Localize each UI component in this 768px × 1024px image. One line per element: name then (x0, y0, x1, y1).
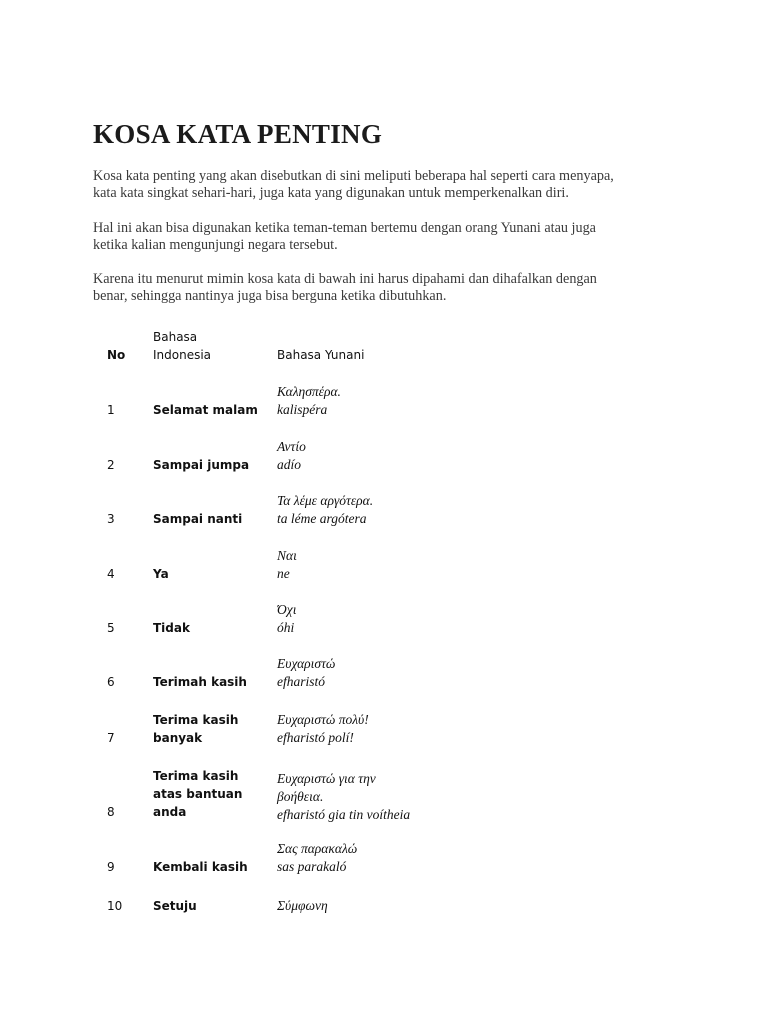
greek-term (277, 547, 457, 583)
row-number: 2 (107, 458, 115, 472)
greek-term (277, 655, 457, 691)
greek-term-line: efharistó gia tin voítheia (277, 807, 411, 822)
greek-term (277, 770, 457, 824)
indonesian-term-line: Sampai nanti (153, 512, 243, 526)
indonesian-term (153, 401, 263, 419)
greek-term-line: Σας παρακαλώ (277, 841, 358, 856)
greek-term-line: efharistó polí! (277, 730, 354, 745)
row-number: 4 (107, 567, 115, 581)
indonesian-term-line: Selamat malam (153, 403, 258, 417)
greek-term-line: ne (277, 566, 290, 581)
row-number: 3 (107, 512, 115, 526)
indonesian-term-line: Terima kasih (153, 769, 239, 783)
indonesian-term (153, 767, 263, 821)
greek-term-line: Τα λέμε αργότερα. (277, 493, 374, 508)
row-number: 5 (107, 621, 115, 635)
row-number: 6 (107, 675, 115, 689)
greek-term-line: Καλησπέρα. (277, 384, 341, 399)
greek-term-line: adío (277, 457, 302, 472)
greek-term (277, 492, 457, 528)
indonesian-term-line: banyak (153, 731, 203, 745)
header-bahasa-yunani: Bahasa Yunani (277, 348, 365, 362)
indonesian-term-line: Tidak (153, 621, 190, 635)
greek-term (277, 711, 457, 747)
indonesian-term (153, 711, 263, 747)
row-number: 10 (107, 899, 123, 913)
indonesian-term-line: Terima kasih (153, 713, 239, 727)
header-line: Bahasa (153, 330, 198, 344)
indonesian-term-line: Terimah kasih (153, 675, 247, 689)
paragraph-line: benar, sehingga nantinya juga bisa berguna ketika dibutuhkan. (93, 288, 447, 304)
greek-term (277, 840, 457, 876)
paragraph-line: Hal ini akan bisa digunakan ketika teman-teman bertemu dengan orang Yunani atau juga (93, 220, 596, 236)
indonesian-term-line: Ya (153, 567, 169, 581)
paragraph-line: Kosa kata penting yang akan disebutkan di sini meliputi beberapa hal seperti cara menyapa, (93, 168, 614, 184)
header-no: No (107, 348, 126, 362)
greek-term-line: Σύμφωνη (277, 898, 328, 913)
indonesian-term (153, 858, 263, 876)
header-bahasa-indonesia (153, 328, 253, 364)
greek-term (277, 383, 457, 419)
intro-paragraph-1 (93, 168, 683, 202)
indonesian-term (153, 673, 263, 691)
greek-term-line: Ευχαριστώ για την (277, 771, 376, 786)
header-line: Indonesia (153, 348, 212, 362)
greek-term-line: sas parakaló (277, 859, 347, 874)
row-number: 7 (107, 731, 115, 745)
greek-term-line: kalispéra (277, 402, 328, 417)
greek-term-line: Ευχαριστώ (277, 656, 336, 671)
greek-term-line: βοήθεια. (277, 789, 324, 804)
page-title: KOSA KATA PENTING (93, 119, 383, 149)
indonesian-term-line: Kembali kasih (153, 860, 248, 874)
row-number: 9 (107, 860, 115, 874)
indonesian-term-line: Setuju (153, 899, 197, 913)
indonesian-term-line: anda (153, 805, 187, 819)
greek-term (277, 438, 457, 474)
greek-term-line: ta léme argótera (277, 511, 367, 526)
indonesian-term (153, 619, 263, 637)
intro-paragraph-3 (93, 271, 683, 305)
greek-term (277, 601, 457, 637)
indonesian-term (153, 897, 263, 915)
greek-term-line: Όχι (277, 602, 297, 617)
indonesian-term-line: Sampai jumpa (153, 458, 250, 472)
greek-term-line: óhi (277, 620, 295, 635)
greek-term-line: Αντίο (277, 439, 306, 454)
indonesian-term (153, 456, 263, 474)
indonesian-term-line: atas bantuan (153, 787, 243, 801)
paragraph-line: Karena itu menurut mimin kosa kata di bawah ini harus dipahami dan dihafalkan dengan (93, 271, 597, 287)
greek-term-line: Ναι (277, 548, 297, 563)
greek-term (277, 897, 457, 915)
greek-term-line: Ευχαριστώ πολύ! (277, 712, 369, 727)
paragraph-line: ketika kalian mengunjungi negara tersebut. (93, 237, 338, 253)
indonesian-term (153, 565, 263, 583)
indonesian-term (153, 510, 263, 528)
row-number: 1 (107, 403, 115, 417)
paragraph-line: kata kata singkat sehari-hari, juga kata yang digunakan untuk memperkenalkan diri. (93, 185, 569, 201)
intro-paragraph-2 (93, 220, 683, 254)
greek-term-line: efharistó (277, 674, 326, 689)
row-number: 8 (107, 805, 115, 819)
